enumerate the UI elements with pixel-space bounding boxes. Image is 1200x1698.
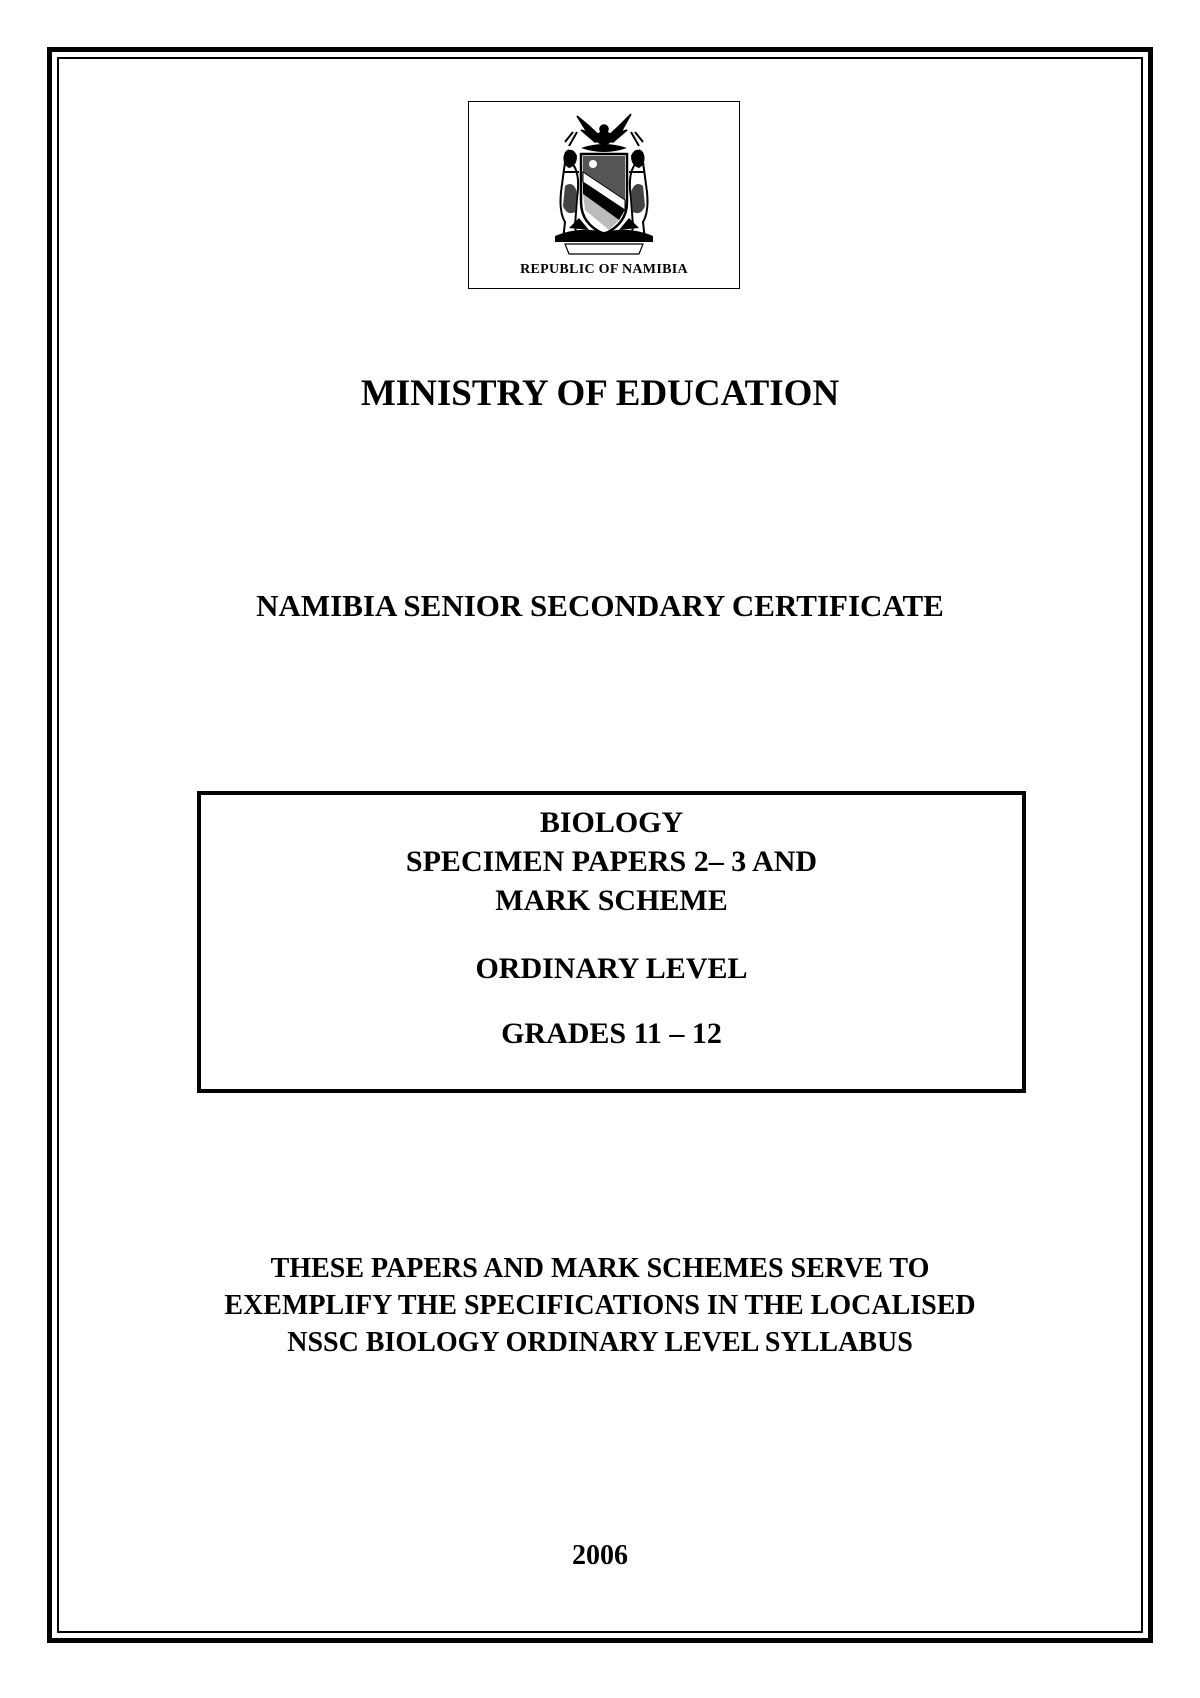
subject-line-grades: GRADES 11 – 12 <box>501 1017 722 1050</box>
statement-line-2: EXEMPLIFY THE SPECIFICATIONS IN THE LOCALISED <box>224 1290 976 1321</box>
subject-line-ordinary-level: ORDINARY LEVEL <box>475 952 748 985</box>
ministry-title: MINISTRY OF EDUCATION <box>360 373 840 414</box>
certificate-title: NAMIBIA SENIOR SECONDARY CERTIFICATE <box>256 588 944 623</box>
subject-line-biology: BIOLOGY <box>539 806 684 839</box>
statement-line-1: THESE PAPERS AND MARK SCHEMES SERVE TO <box>270 1253 930 1284</box>
crest-caption: REPUBLIC OF NAMIBIA <box>520 262 688 277</box>
coat-of-arms-icon <box>469 102 739 262</box>
statement-line-3: NSSC BIOLOGY ORDINARY LEVEL SYLLABUS <box>287 1327 913 1358</box>
subject-line-mark-scheme: MARK SCHEME <box>495 884 728 917</box>
coat-of-arms-box <box>468 101 740 289</box>
publication-year: 2006 <box>572 1540 628 1571</box>
subject-line-specimen-papers: SPECIMEN PAPERS 2– 3 AND <box>405 845 818 878</box>
